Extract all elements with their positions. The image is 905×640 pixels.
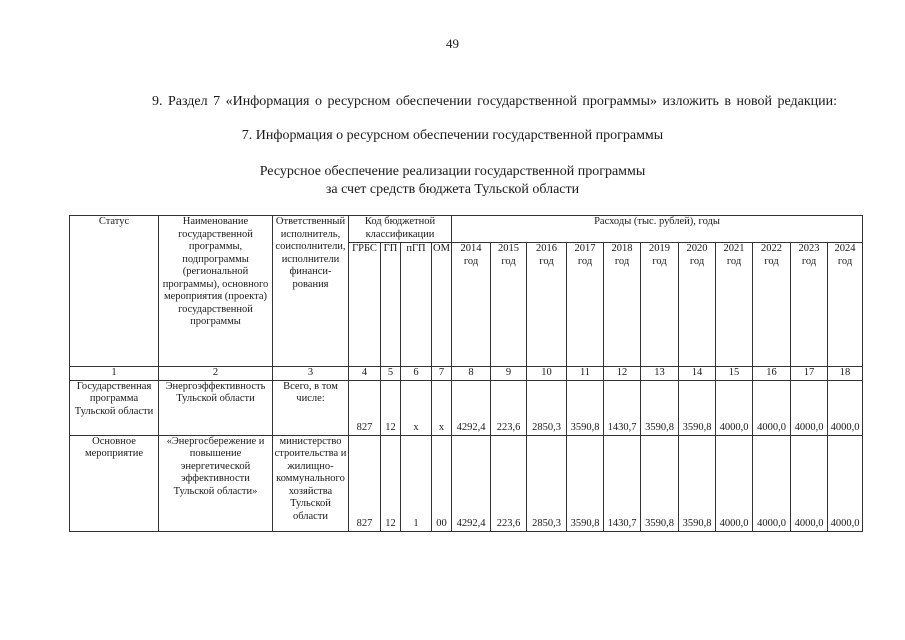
row-value: 3590,8 [567,435,604,531]
header-year: 2019 год [641,243,679,367]
column-index: 17 [791,367,828,381]
column-index: 18 [828,367,863,381]
header-year: 2016 год [527,243,567,367]
row-responsible: министерство строительства и жилищно-коммунального хозяйства Тульской области [273,435,349,531]
header-year: 2024 год [828,243,863,367]
header-expenses: Расходы (тыс. рублей), годы [452,216,863,243]
column-index: 16 [753,367,791,381]
header-year: 2023 год [791,243,828,367]
column-index: 14 [679,367,716,381]
table-row [70,435,863,531]
row-value: 4292,4 [452,435,491,531]
amendment-paragraph: 9. Раздел 7 «Информация о ресурсном обеспечении государственной программы» изложить в новой редакции: [152,94,837,109]
row-grbs: 827 [349,380,381,435]
row-value: 3590,8 [641,435,679,531]
row-name: Энергоэффективность Тульской области [159,380,273,435]
header-year: 2021 год [716,243,753,367]
row-grbs: 827 [349,435,381,531]
row-value: 4000,0 [828,380,863,435]
row-value: 2850,3 [527,435,567,531]
row-value: 4000,0 [828,435,863,531]
header-gp: ГП [381,243,401,367]
table-row [70,380,863,435]
section-heading: 7. Информация о ресурсном обеспечении государственной программы [241,128,664,143]
row-status: Основное мероприятие [70,435,159,531]
header-responsible: Ответственный исполнитель, соисполнители, исполнители финанси-рования [273,216,349,367]
header-name: Наименование государственной программы, подпрограммы (региональной программы), основного мероприятия (проекта) государственной программы [159,216,273,367]
row-value: 4000,0 [791,380,828,435]
row-pgp: 1 [401,435,432,531]
column-index: 9 [491,367,527,381]
header-grbs: ГРБС [349,243,381,367]
row-value: 4000,0 [716,380,753,435]
row-value: 4000,0 [753,380,791,435]
row-value: 223,6 [491,435,527,531]
row-value: 223,6 [491,380,527,435]
row-value: 4292,4 [452,380,491,435]
row-gp: 12 [381,380,401,435]
page-number: 49 [446,36,459,51]
header-year: 2017 год [567,243,604,367]
row-value: 1430,7 [604,380,641,435]
header-om: ОМ [432,243,452,367]
column-index: 5 [381,367,401,381]
column-index: 15 [716,367,753,381]
column-index-row [70,367,863,381]
row-om: х [432,380,452,435]
row-value: 2850,3 [527,380,567,435]
column-index: 3 [273,367,349,381]
column-index: 4 [349,367,381,381]
table-title-line-1: Ресурсное обеспечение реализации государственной программы [259,164,646,179]
table-title [0,163,905,199]
column-index: 11 [567,367,604,381]
header-year: 2014 год [452,243,491,367]
column-index: 6 [401,367,432,381]
header-year: 2020 год [679,243,716,367]
row-responsible: Всего, в том числе: [273,380,349,435]
column-index: 7 [432,367,452,381]
resource-table [69,215,863,532]
header-year: 2022 год [753,243,791,367]
column-index: 10 [527,367,567,381]
row-value: 4000,0 [791,435,828,531]
header-status: Статус [70,216,159,367]
header-pgp: пГП [401,243,432,367]
row-pgp: х [401,380,432,435]
row-value: 3590,8 [567,380,604,435]
row-value: 4000,0 [716,435,753,531]
row-om: 00 [432,435,452,531]
header-year: 2018 год [604,243,641,367]
row-value: 3590,8 [679,380,716,435]
header-budget-code: Код бюджетной классификации [349,216,452,243]
column-index: 1 [70,367,159,381]
row-name: «Энергосбережение и повышение энергетической эффективности Тульской области» [159,435,273,531]
row-gp: 12 [381,435,401,531]
column-index: 12 [604,367,641,381]
row-value: 1430,7 [604,435,641,531]
row-value: 3590,8 [641,380,679,435]
column-index: 2 [159,367,273,381]
row-value: 4000,0 [753,435,791,531]
header-year: 2015 год [491,243,527,367]
table-title-line-2: за счет средств бюджета Тульской области [325,182,580,197]
column-index: 8 [452,367,491,381]
row-status: Государственная программа Тульской области [70,380,159,435]
row-value: 3590,8 [679,435,716,531]
column-index: 13 [641,367,679,381]
